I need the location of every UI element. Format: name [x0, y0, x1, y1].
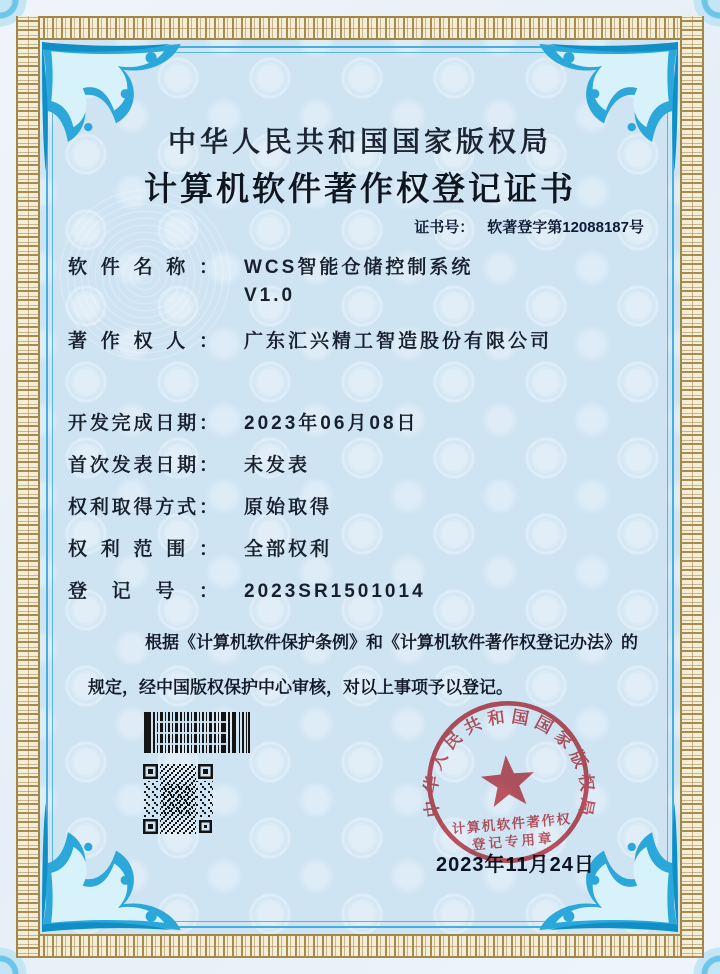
- field-label: 登记号：: [68, 581, 218, 602]
- software-version: V1.0: [244, 285, 296, 306]
- field-label: 著作权人：: [68, 331, 218, 352]
- qr-code: [143, 764, 213, 834]
- field-row-rights-scope: [68, 536, 332, 564]
- field-label: 权利取得方式：: [68, 497, 218, 518]
- seal-star-icon: [479, 753, 536, 808]
- field-value: 2023年06月08日: [244, 413, 419, 434]
- barcode: [144, 712, 250, 753]
- certificate-number: [414, 216, 644, 237]
- field-row-software-name: [68, 254, 473, 310]
- certificate-title: 计算机软件著作权登记证书: [144, 170, 576, 207]
- seal-inner-line1: 计算机软件著作权: [451, 811, 573, 837]
- field-row-first-publication: [68, 452, 310, 480]
- issue-date: 2023年11月24日: [436, 854, 595, 876]
- field-row-registration-number: [68, 578, 426, 606]
- field-value: [244, 254, 473, 310]
- field-value: 未发表: [244, 455, 311, 476]
- statement-line1: 根据《计算机软件保护条例》和《计算机软件著作权登记办法》的: [145, 633, 638, 652]
- field-row-rights-acquisition: [68, 494, 332, 522]
- certificate-number-value: 软著登字第12088187号: [487, 219, 644, 236]
- field-value: 原始取得: [244, 497, 333, 518]
- gold-border-top: [16, 16, 704, 40]
- field-label: 开发完成日期：: [68, 413, 218, 434]
- field-value: 2023SR1501014: [244, 581, 426, 602]
- software-name-line1: WCS智能仓储控制系统: [244, 257, 474, 278]
- field-label: 权利范围：: [68, 539, 218, 560]
- seal-inner-line2: 登记专用章: [471, 830, 556, 853]
- field-value: 广东汇兴精工智造股份有限公司: [244, 331, 553, 352]
- seal-ring-text: 中华人民共和国国家版权局: [420, 706, 598, 823]
- field-row-copyright-owner: [68, 328, 552, 356]
- authority-name: 中华人民共和国国家版权局: [167, 126, 552, 157]
- gold-border-bottom: [16, 934, 704, 958]
- certificate-number-label: 证书号：: [414, 219, 475, 236]
- statement-line2: 规定，经中国版权保护中心审核，对以上事项予以登记。: [88, 678, 513, 697]
- field-label: 软件名称：: [68, 257, 218, 278]
- field-row-completion-date: [68, 410, 419, 438]
- field-value: 全部权利: [244, 539, 333, 560]
- official-seal-stamp: [413, 687, 604, 878]
- field-label: 首次发表日期：: [68, 455, 218, 476]
